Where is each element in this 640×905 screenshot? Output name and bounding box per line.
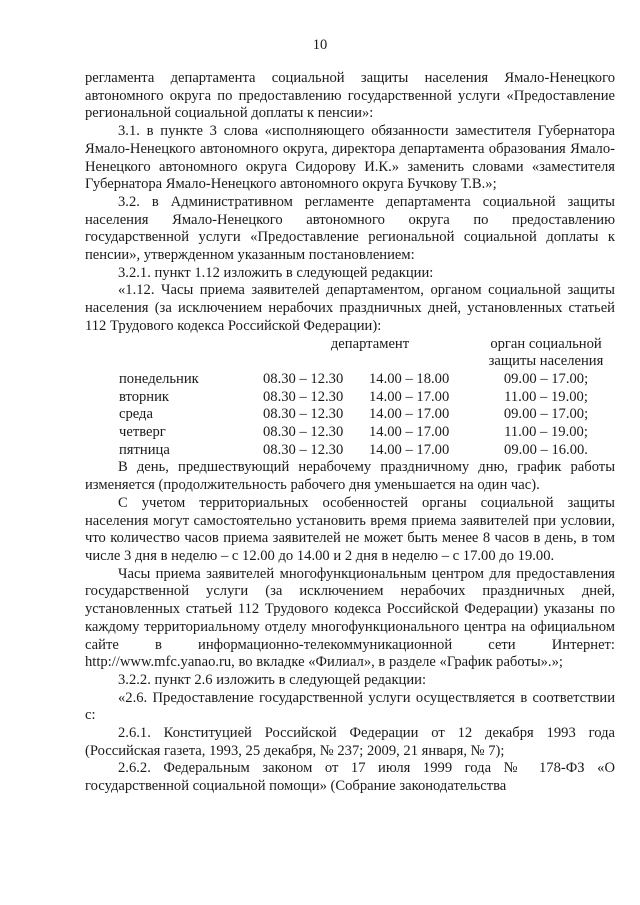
- schedule-dep-afternoon: 14.00 – 18.00: [369, 370, 450, 387]
- schedule-row: [85, 406, 615, 424]
- header-org-line2: защиты населения: [488, 353, 604, 370]
- header-org-line1: орган социальной: [490, 335, 602, 352]
- schedule-day: пятница: [119, 441, 170, 458]
- schedule-dep-morning: 08.30 – 12.30: [263, 406, 344, 423]
- paragraph-2-6: «2.6. Предоставление государственной услуги осуществляется в соответствии с:: [85, 689, 615, 724]
- schedule-dep-afternoon: 14.00 – 17.00: [369, 406, 450, 423]
- schedule-day: среда: [119, 406, 153, 423]
- header-department: департамент: [330, 335, 410, 352]
- schedule-org: 09.00 – 17.00;: [503, 370, 589, 387]
- paragraph-territorial: С учетом территориальных особенностей органы социальной защиты населения могут самостоятельно установить время приема заявителей при условии, что количество часов приема заявителей не может быть менее 8 часов в день, в том числе 3 дня в неделю – с 12.00 до 14.00 и 2 дня в неделю – с 17.00 до 19.00.: [85, 494, 615, 564]
- schedule-row: [85, 389, 615, 407]
- schedule-dep-morning: 08.30 – 12.30: [263, 388, 344, 405]
- schedule-dep-afternoon: 14.00 – 17.00: [369, 441, 450, 458]
- paragraph-3-2-1: 3.2.1. пункт 1.12 изложить в следующей редакции:: [118, 264, 434, 281]
- schedule-dep-morning: 08.30 – 12.30: [263, 441, 344, 458]
- schedule-dep-afternoon: 14.00 – 17.00: [369, 424, 450, 441]
- paragraph-preholiday: В день, предшествующий нерабочему праздничному дню, график работы изменяется (продолжительность рабочего дня уменьшается на один час).: [85, 459, 615, 494]
- schedule-header-row-2: [85, 353, 615, 371]
- schedule-org: 11.00 – 19.00;: [504, 424, 588, 441]
- paragraph-mfc: Часы приема заявителей многофункциональным центром для предоставления государственной услуги (за исключением нерабочих праздничных дней, установленных статьей 112 Трудового кодекса Российской Федерации) указаны по каждому территориальному отделу многофункционального центра на официальном сайте в информационно-телекоммуникационной сети Интернет: http://www.mfc.yanao.ru, во вкладке «Филиал», в разделе «График работы».»;: [85, 565, 615, 671]
- schedule-row: [85, 424, 615, 442]
- paragraph-3-2: 3.2. в Административном регламенте департамента социальной защиты населения Ямало-Ненецкого автономного округа по предоставлению государственной услуги «Предоставление региональной социальной доплаты к пенсии», утвержденном указанным постановлением:: [85, 193, 615, 264]
- schedule-header-row: [85, 336, 615, 354]
- schedule-table: [85, 336, 615, 460]
- schedule-org: 09.00 – 16.00.: [504, 441, 588, 458]
- paragraph-3-1: 3.1. в пункте 3 слова «исполняющего обязанности заместителя Губернатора Ямало-Ненецкого автономного округа, директора департамента образования Ямало-Ненецкого автономного округа Сидорову И.К.» заменить словами «заместителя Губернатора Ямало-Ненецкого автономного округа Бучкову Т.В.»;: [85, 123, 615, 193]
- paragraph-2-6-2: 2.6.2. Федеральным законом от 17 июля 1999 года № 178-ФЗ «О государственной социальной помощи» (Собрание законодательства: [85, 760, 615, 795]
- schedule-day: понедельник: [119, 370, 199, 387]
- schedule-dep-morning: 08.30 – 12.30: [263, 370, 344, 387]
- schedule-day: вторник: [119, 388, 170, 405]
- schedule-org: 09.00 – 17.00;: [503, 406, 589, 423]
- schedule-org: 11.00 – 19.00;: [504, 388, 588, 405]
- paragraph-1-12: «1.12. Часы приема заявителей департаментом, органом социальной защиты населения (за исключением нерабочих праздничных дней, установленных статьей 112 Трудового кодекса Российской Федерации):: [85, 282, 615, 334]
- paragraph-3-2-2: 3.2.2. пункт 2.6 изложить в следующей редакции:: [118, 671, 427, 688]
- schedule-dep-afternoon: 14.00 – 17.00: [369, 388, 450, 405]
- paragraph-intro: регламента департамента социальной защиты населения Ямало-Ненецкого автономного округа по предоставлению государственной услуги «Предоставление региональной социальной доплаты к пенсии»:: [85, 70, 615, 122]
- schedule-day: четверг: [119, 424, 166, 441]
- paragraph-2-6-1: 2.6.1. Конституцией Российской Федерации от 12 декабря 1993 года (Российская газета, 1993, 25 декабря, № 237; 2009, 21 января, № 7);: [85, 725, 615, 759]
- document-body: [85, 70, 615, 796]
- page-number: 10: [312, 37, 328, 53]
- schedule-row: [85, 442, 615, 460]
- schedule-row: [85, 371, 615, 389]
- schedule-dep-morning: 08.30 – 12.30: [263, 424, 344, 441]
